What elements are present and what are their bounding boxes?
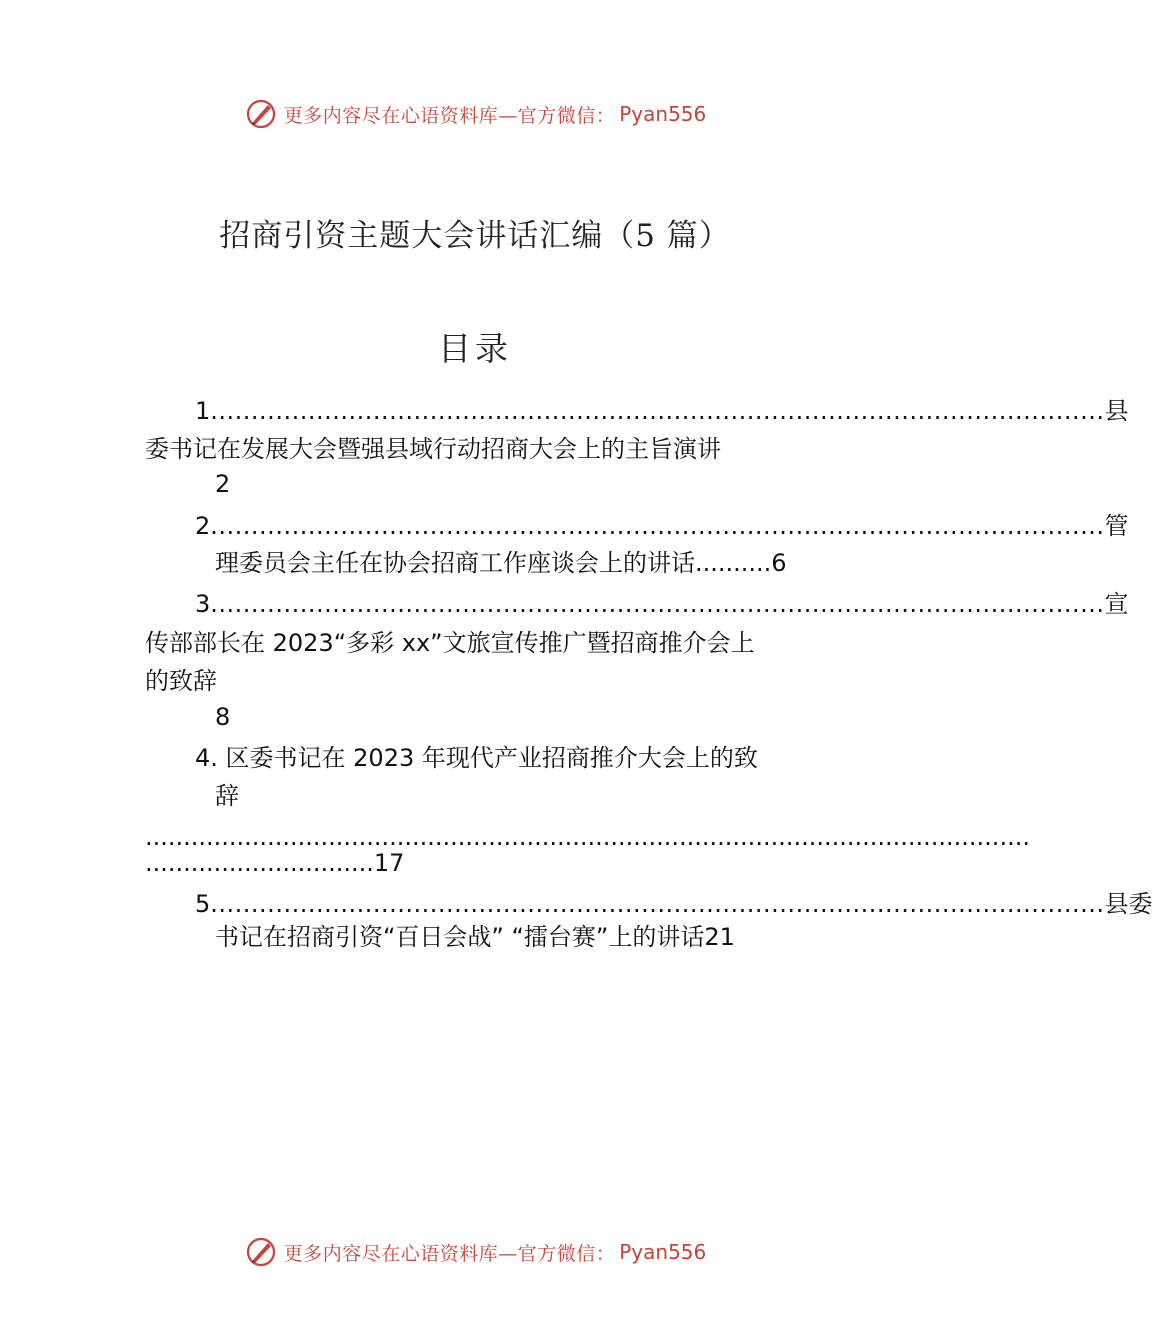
toc-entry-5-number: 5 (195, 890, 211, 918)
toc-entry-4-line1[interactable]: 4. 区委书记在 2023 年现代产业招商推介大会上的致 (195, 744, 758, 772)
watermark-text: 更多内容尽在心语资料库—官方微信： (283, 1242, 616, 1265)
toc-entry-3-number: 3 (195, 590, 211, 618)
toc-entry-3-line2[interactable]: 传部部长在 2023“多彩 xx”文旅宣传推广暨招商推介会上 (145, 629, 755, 657)
toc-entry-1-page[interactable]: 2 (215, 470, 231, 498)
toc-entry-5-tail: 县委 (1104, 890, 1152, 918)
watermark-footer (0, 1232, 950, 1272)
toc-entry-3-tail: 宣 (1104, 590, 1129, 618)
toc-entry-4-dots: .................................................................................................................... (145, 823, 1030, 851)
watermark-handle: Pyan556 (619, 1240, 707, 1264)
watermark-handle: Pyan556 (619, 102, 707, 126)
quill-logo-icon (244, 97, 278, 131)
toc-entry-3-line3[interactable]: 的致辞 (145, 667, 217, 695)
toc-entry-2-number: 2 (195, 512, 211, 540)
toc-entry-2-tail: 管 (1104, 512, 1129, 540)
toc-leader-dots: .............................................................................................................. (210, 397, 1105, 425)
toc-leader-dots: .............................................................................................................. (210, 512, 1105, 540)
watermark-text: 更多内容尽在心语资料库—官方微信： (283, 104, 616, 127)
toc-entry-4-line2[interactable]: 辞 (215, 782, 239, 810)
toc-entry-4-page[interactable]: ..............................17 (145, 849, 405, 877)
toc-leader-dots: .............................................................................................................. (210, 590, 1105, 618)
toc-entry-2-line1[interactable] (195, 511, 1129, 541)
toc-entry-5-line2[interactable]: 书记在招商引资“百日会战” “擂台赛”上的讲话21 (215, 923, 735, 951)
toc-entry-1-line1[interactable] (195, 396, 1129, 426)
toc-entry-5-line1[interactable] (195, 889, 1152, 919)
toc-leader-dots: .............................................................................................................. (210, 890, 1105, 918)
toc-entry-2-line2[interactable]: 理委员会主任在协会招商工作座谈会上的讲话..........6 (215, 549, 787, 577)
toc-entry-3-line1[interactable] (195, 589, 1129, 619)
toc-entry-1-line2[interactable]: 委书记在发展大会暨强县域行动招商大会上的主旨演讲 (145, 435, 721, 463)
toc-entry-1-tail: 县 (1104, 397, 1129, 425)
toc-heading: 目录 (438, 329, 512, 368)
quill-logo-icon (244, 1235, 278, 1269)
toc-entry-1-number: 1 (195, 397, 211, 425)
toc-entry-3-page[interactable]: 8 (215, 703, 231, 731)
watermark-header (0, 94, 950, 134)
document-title: 招商引资主题大会讲话汇编（5 篇） (219, 218, 731, 254)
